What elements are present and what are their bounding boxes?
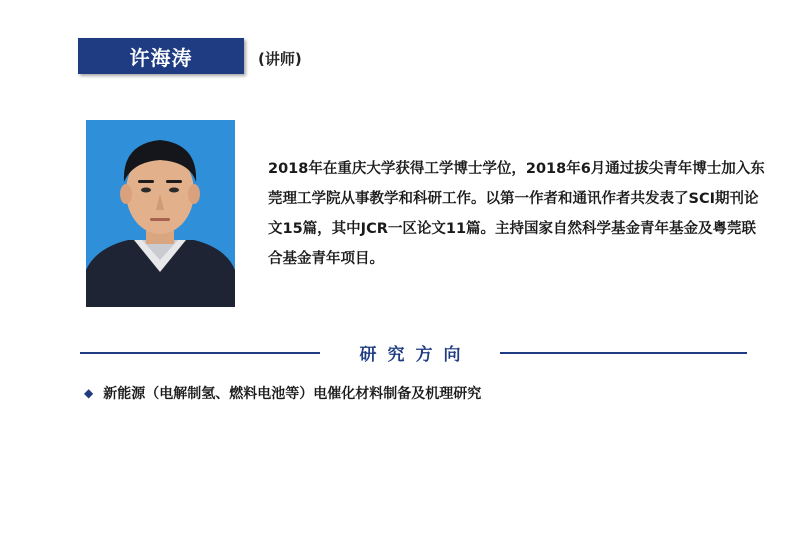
portrait-illustration bbox=[86, 120, 235, 307]
research-item bbox=[84, 383, 481, 403]
section-divider-right bbox=[500, 352, 747, 354]
bio-paragraph: 2018年在重庆大学获得工学博士学位，2018年6月通过拔尖青年博士加入东莞理工学院从事教学和科研工作。以第一作者和通讯作者共发表了SCI期刊论文15篇，其中JCR一区论文11篇。主持国家自然科学基金青年基金及粤莞联合基金青年项目。 bbox=[268, 161, 765, 267]
research-item-text: 新能源（电解制氢、燃料电池等）电催化材料制备及机理研究 bbox=[103, 386, 482, 402]
research-heading: 研究方向 bbox=[359, 345, 472, 365]
person-name: 许海涛 bbox=[129, 45, 193, 70]
portrait-photo bbox=[86, 120, 235, 307]
diamond-bullet-icon: ◆ bbox=[84, 386, 94, 400]
section-divider-left bbox=[80, 352, 320, 354]
person-title: (讲师) bbox=[258, 50, 302, 68]
name-banner bbox=[78, 38, 244, 74]
